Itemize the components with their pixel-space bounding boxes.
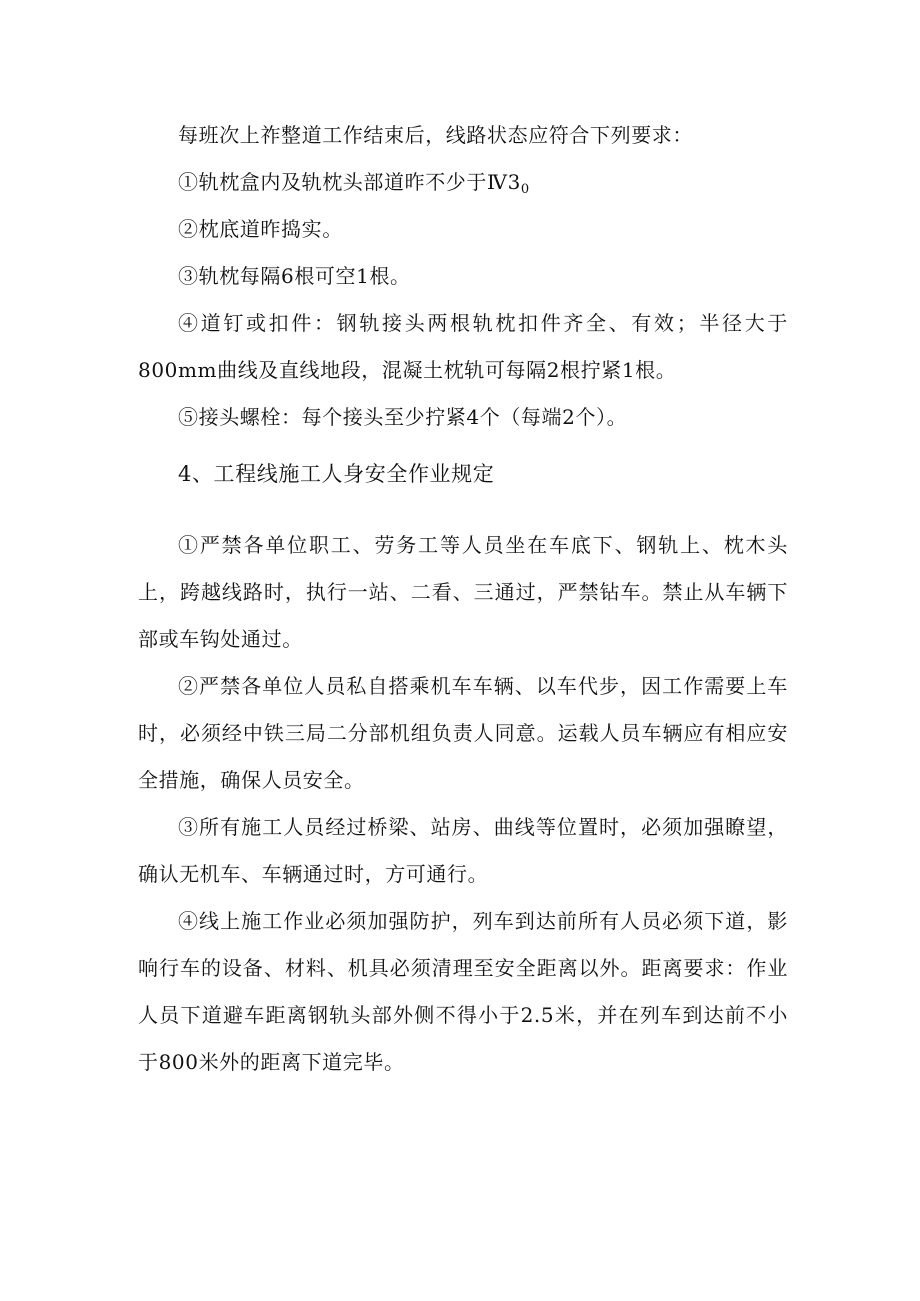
- safety-rule-4: ④线上施工作业必须加强防护，列车到达前所有人员必须下道，影响行车的设备、材料、机具必须清理至安全距离以外。距离要求：作业人员下道避车距离钢轨头部外侧不得小于2.5米，并在列车到达前不小于800米外的距离下道完毕。: [138, 909, 788, 1074]
- requirement-2: ②枕底道昨捣实。: [178, 217, 343, 241]
- requirement-4: ④道钉或扣件：钢轨接头两根轨枕扣件齐全、有效；半径大于800mm曲线及直线地段，混凝土枕轨可每隔2根拧紧1根。: [138, 311, 788, 382]
- requirement-3: ③轨枕每隔6根可空1根。: [178, 264, 411, 288]
- safety-rule-3: ③所有施工人员经过桥梁、站房、曲线等位置时，必须加强瞭望，确认无机车、车辆通过时，方可通行。: [138, 815, 788, 886]
- safety-rule-2: ②严禁各单位人员私自搭乘机车车辆、以车代步，因工作需要上车时，必须经中铁三局二分部机组负责人同意。运载人员车辆应有相应安全措施，确保人员安全。: [138, 674, 788, 792]
- requirement-1-subscript: 0: [520, 182, 530, 197]
- intro-paragraph: 每班次上祚整道工作结束后，线路状态应符合下列要求：: [178, 123, 693, 147]
- requirement-5: ⑤接头螺栓：每个接头至少拧紧4个（每端2个）。: [178, 405, 628, 429]
- requirement-1-text: ①轨枕盒内及轨枕头部道昨不少于Ⅳ3: [178, 170, 521, 194]
- safety-rule-1: ①严禁各单位职工、劳务工等人员坐在车底下、钢轨上、枕木头上，跨越线路时，执行一站、二看、三通过，严禁钻车。禁止从车辆下部或车钩处通过。: [138, 533, 788, 651]
- section-heading: 4、工程线施工人身安全作业规定: [178, 462, 495, 486]
- requirement-1: [138, 159, 788, 213]
